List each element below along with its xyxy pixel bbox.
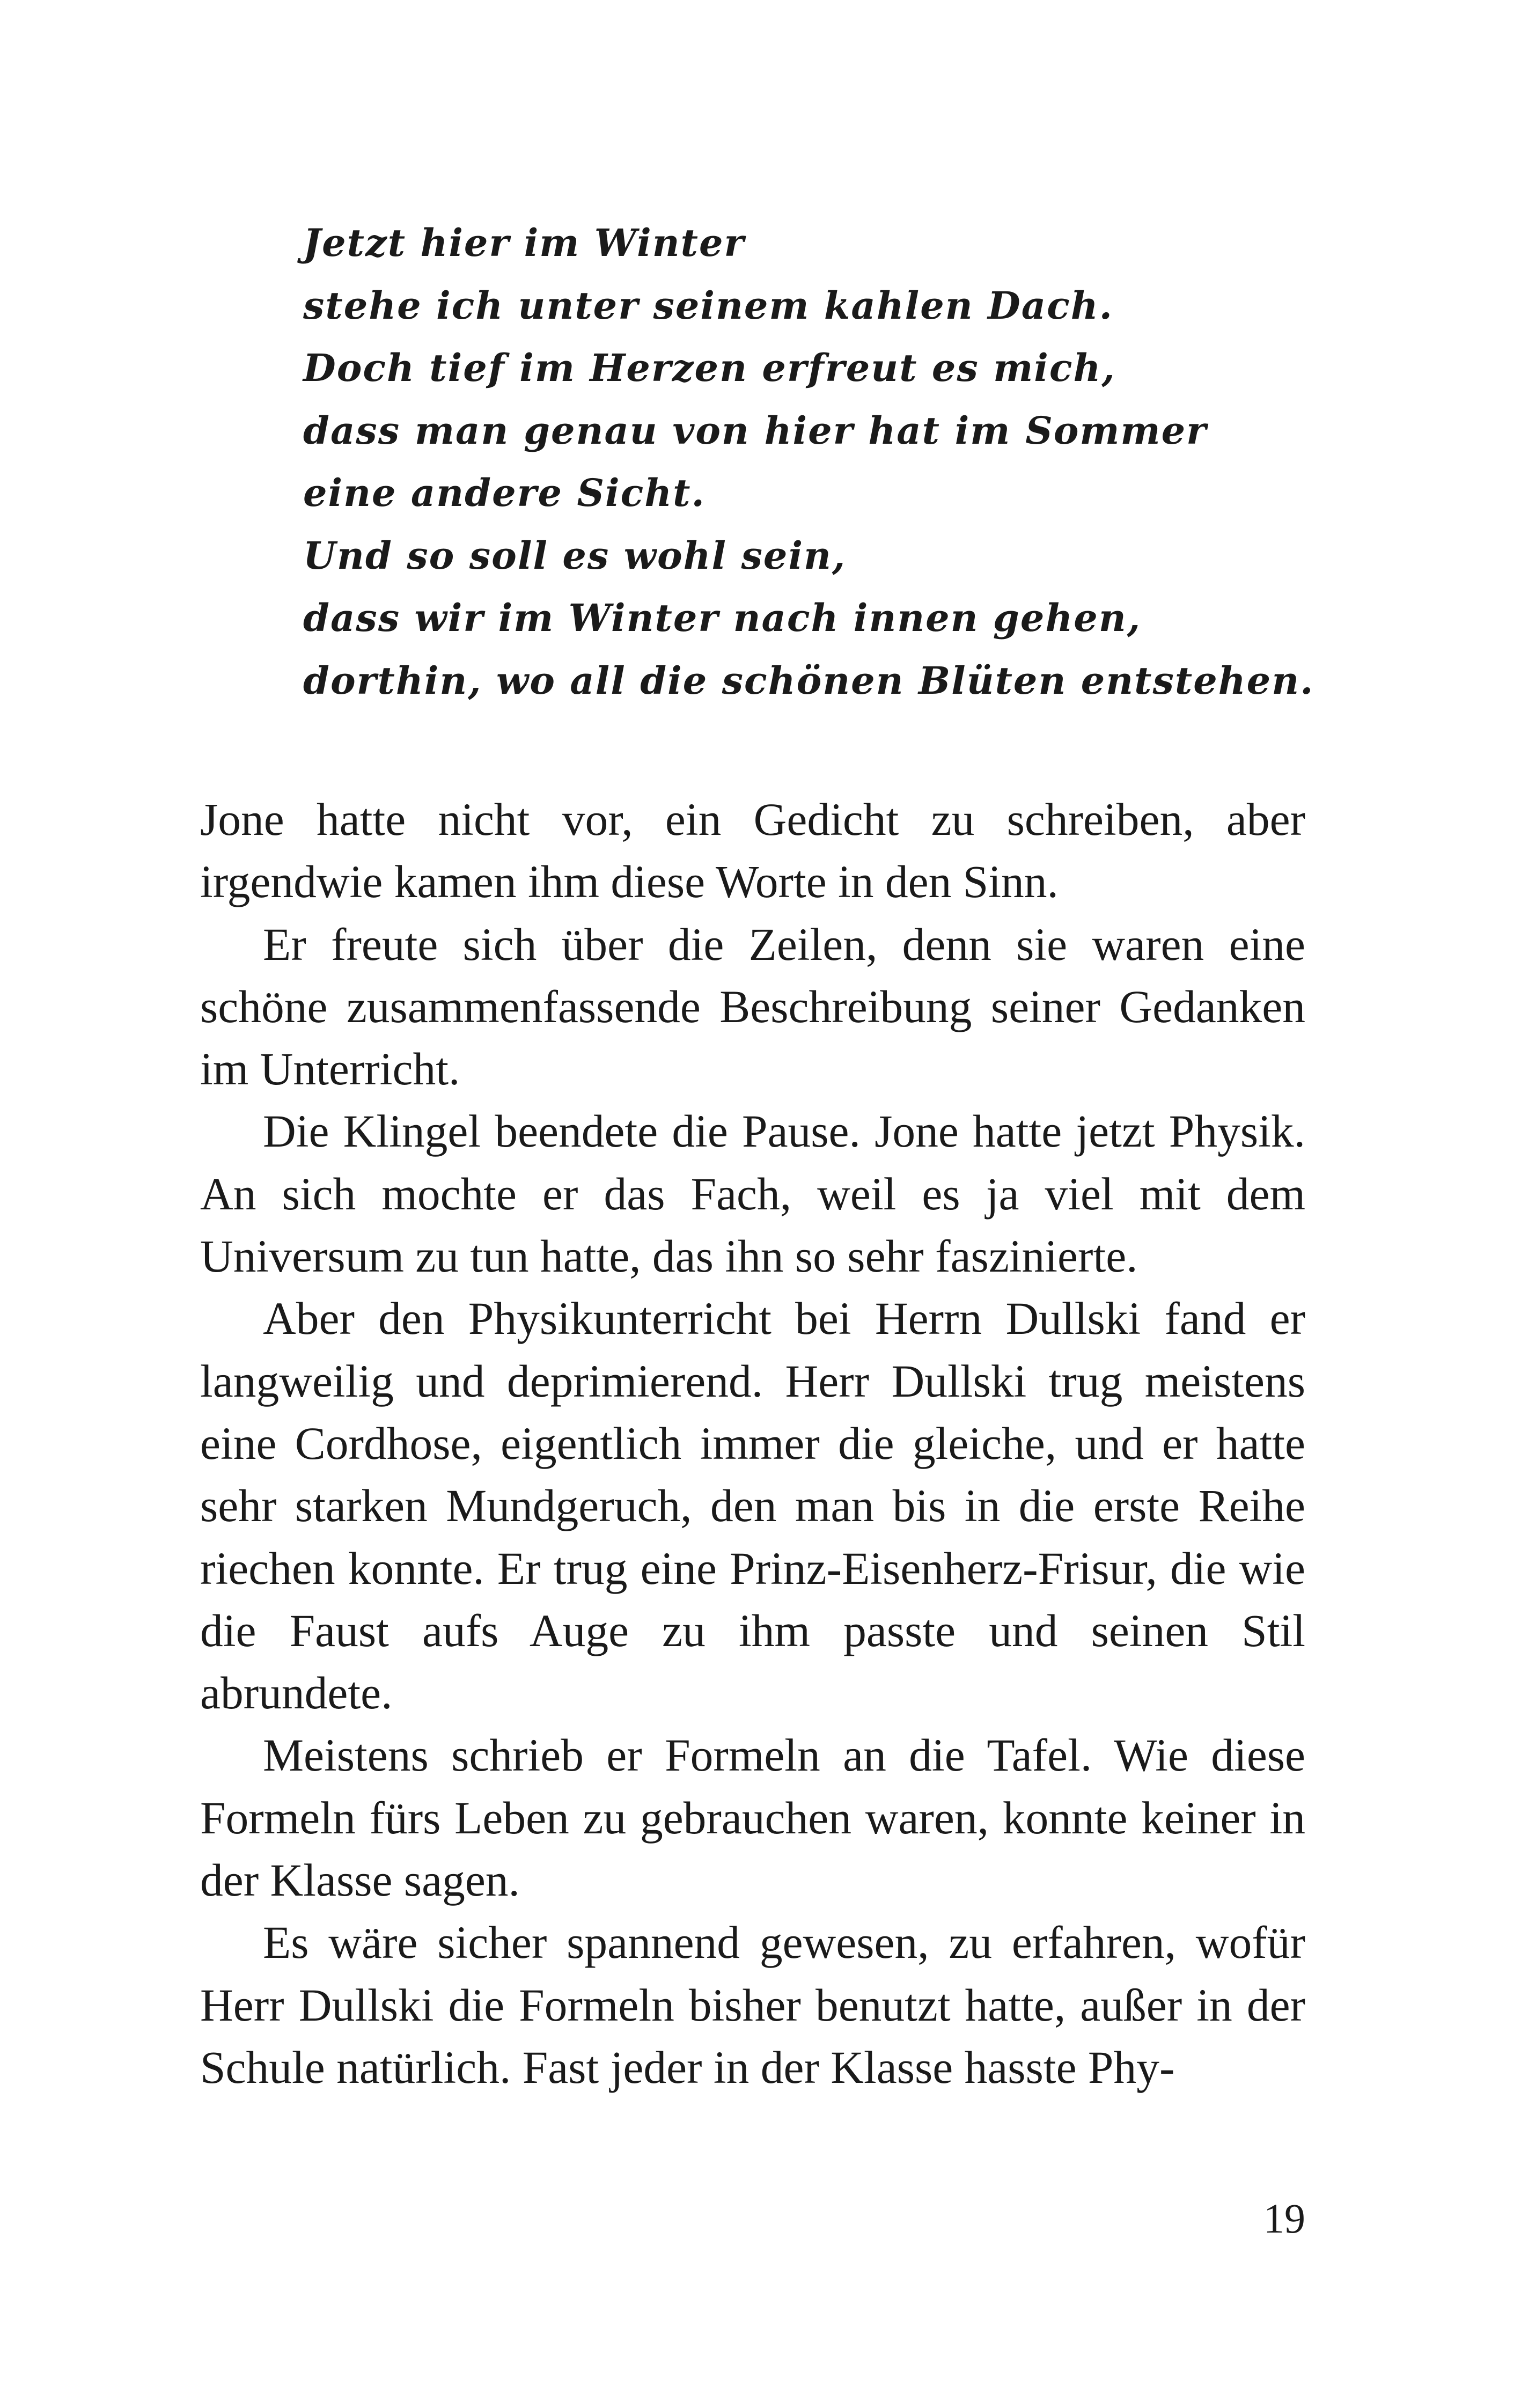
poem-line: Und so soll es wohl sein, xyxy=(303,533,847,578)
poem-line: stehe ich unter seinem kahlen Dach. xyxy=(303,283,1113,328)
poem-line: Doch tief im Herzen erfreut es mich, xyxy=(303,346,1116,390)
paragraph: Jone hatte nicht vor, ein Gedicht zu schreiben, aber irgendwie kamen ihm diese Worte in den Sinn. xyxy=(200,795,1305,908)
poem-line: Jetzt hier im Winter xyxy=(303,221,745,265)
page-number: 19 xyxy=(1263,2195,1305,2242)
body-text xyxy=(200,789,1305,2099)
paragraph: Meistens schrieb er Formeln an die Tafel. Wie diese Formeln fürs Leben zu gebrauchen waren, konnte keiner in der Klasse sagen. xyxy=(200,1730,1305,1906)
poem-line: dass man genau von hier hat im Sommer xyxy=(303,408,1207,453)
poem xyxy=(303,212,1314,712)
poem-line: dass wir im Winter nach innen gehen, xyxy=(303,596,1142,640)
paragraph: Aber den Physikunterricht bei Herrn Dullski fand er langweilig und deprimierend. Herr Dullski trug meistens eine Cordhose, eigentlich immer die gleiche, und er hatte sehr starken Mundgeruch, den man bis in die erste Reihe riechen konnte. Er trug eine Prinz-Eisenherz-Frisur, die wie die Faust aufs Auge zu ihm passte und seinen Stil abrundete. xyxy=(200,1294,1305,1719)
paragraph: Die Klingel beendete die Pause. Jone hatte jetzt Physik. An sich mochte er das Fach, weil es ja viel mit dem Universum zu tun hatte, das ihn so sehr faszinierte. xyxy=(200,1106,1305,1282)
poem-line: eine andere Sicht. xyxy=(303,471,706,515)
paragraph: Es wäre sicher spannend gewesen, zu erfahren, wofür Herr Dullski die Formeln bisher benutzt hatte, außer in der Schule natürlich. Fast jeder in der Klasse hasste Phy- xyxy=(200,1918,1305,2093)
paragraph: Er freute sich über die Zeilen, denn sie waren eine schöne zusammenfassende Beschreibung seiner Gedanken im Unterricht. xyxy=(200,919,1305,1095)
poem-line: dorthin, wo all die schönen Blüten entstehen. xyxy=(303,658,1314,703)
